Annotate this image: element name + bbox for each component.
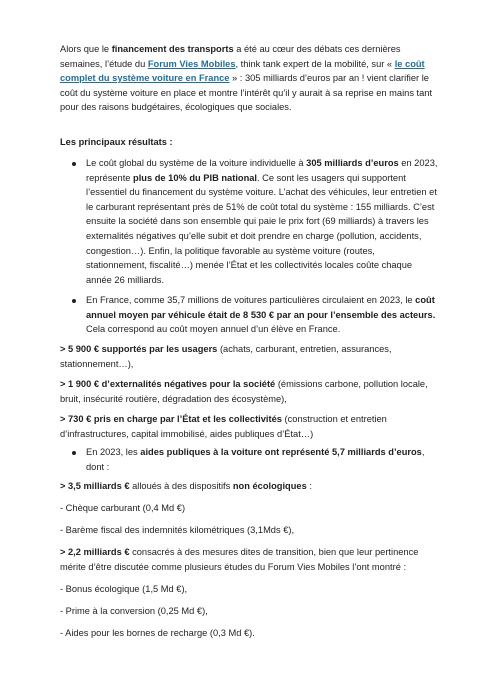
transition-line bbox=[60, 545, 438, 574]
bullet-bold: 305 milliards d’euros bbox=[306, 158, 399, 168]
bullet-dot bbox=[72, 162, 76, 166]
bullet-bold: aides publiques à la voiture ont représenté 5,7 milliards d’euros bbox=[140, 447, 422, 457]
bullet-text: Le coût global du système de la voiture individuelle à bbox=[86, 158, 307, 168]
bullet-dot bbox=[72, 451, 76, 455]
bullet-vehicle-cost bbox=[86, 293, 438, 337]
list-item: - Chèque carburant (0,4 Md €) bbox=[60, 503, 186, 513]
bullet-public-aid bbox=[86, 445, 438, 474]
list-item: - Prime à la conversion (0,25 Md €), bbox=[60, 606, 208, 616]
results-heading: Les principaux résultats : bbox=[60, 137, 173, 147]
bullet-text: . Ce sont les usagers qui supportent l’essentiel du financement du système voiture. L’achat des véhicules, leur entretien et le carburant représentant près de 51% de coût total du système : 155 milliards. C’est ensuite la société dans son ensemble qui paie le prix fort (69 milliards) à travers les externalités négatives qu’elle subit et doit prendre en charge (pollution, accidents, congestion…). Enfin, la politique favorable au système voiture (routes, stationnement, fiscalité…) menée l’État et les collectivités locales coûte chaque année 26 milliards. bbox=[86, 172, 437, 285]
bullet-text: , dont : bbox=[86, 447, 425, 472]
list-item: - Aides pour les bornes de recharge (0,3 Md €). bbox=[60, 628, 255, 638]
intro-paragraph bbox=[60, 42, 438, 115]
bullet-global-cost bbox=[86, 156, 438, 287]
intro-text: Alors que le bbox=[60, 44, 112, 54]
non-ecological-line bbox=[60, 479, 438, 494]
users-cost-bold: > 5 900 € supportés par les usagers bbox=[60, 344, 218, 354]
users-cost-text: (achats, carburant, entretien, assurances, stationnement…), bbox=[60, 344, 392, 369]
bullet-text: Cela correspond au coût moyen annuel d’un élève en France. bbox=[86, 324, 341, 335]
list-item: - Barème fiscal des indemnités kilométriques (3,1Mds €), bbox=[60, 525, 295, 535]
bullet-bold: coût annuel moyen par véhicule était de 8 530 € par an pour l’ensemble des acteurs. bbox=[86, 295, 436, 320]
study-link[interactable]: le coût complet du système voiture en France bbox=[60, 58, 425, 84]
bullet-bold: plus de 10% du PIB national bbox=[133, 172, 258, 183]
society-cost-line bbox=[60, 377, 438, 406]
non-ecological-bold: > 3,5 milliards € bbox=[60, 481, 130, 491]
non-ecological-text: alloués à des dispositifs bbox=[129, 481, 233, 491]
state-cost-line bbox=[60, 412, 438, 441]
forum-vies-mobiles-link[interactable]: Forum Vies Mobiles bbox=[147, 58, 236, 69]
intro-text: » : 305 milliards d’euros par an ! vient clarifier le coût du système voiture en place et montre l’intérêt qu’il y aurait à sa reprise en mains tant pour des raisons budgétaires, écologiques que sociales. bbox=[60, 73, 433, 113]
list-item: - Bonus écologique (1,5 Md €), bbox=[60, 584, 188, 594]
users-cost-line bbox=[60, 342, 438, 371]
bullet-dot bbox=[72, 299, 76, 303]
state-cost-bold: > 730 € pris en charge par l’État et les collectivités bbox=[60, 414, 282, 424]
bullet-text: en 2023, représente bbox=[86, 158, 438, 183]
intro-text: , think tank expert de la mobilité, sur « bbox=[235, 58, 395, 69]
society-cost-bold: > 1 900 € d’externalités négatives pour la société bbox=[60, 379, 276, 389]
transition-bold: > 2,2 milliards € bbox=[60, 547, 130, 557]
non-ecological-text: : bbox=[306, 481, 312, 491]
intro-text: a été au cœur des débats ces dernières semaines, l’étude du bbox=[60, 44, 401, 69]
intro-bold: financement des transports bbox=[111, 44, 234, 54]
non-ecological-bold: non écologiques bbox=[232, 481, 307, 491]
bullet-text: En 2023, les bbox=[86, 447, 141, 457]
society-cost-text: (émissions carbone, pollution locale, bruit, insécurité routière, dégradation des écosystème), bbox=[60, 379, 428, 404]
transition-text: consacrés à des mesures dites de transition, bien que leur pertinence mérite d’être discutée comme plusieurs études du Forum Vies Mobiles l’ont montré : bbox=[60, 547, 419, 572]
state-cost-text: (construction et entretien d’infrastructures, capital immobilisé, aides publiques d’État…) bbox=[60, 414, 387, 439]
bullet-text: En France, comme 35,7 millions de voitures particulières circulaient en 2023, le bbox=[86, 295, 416, 305]
